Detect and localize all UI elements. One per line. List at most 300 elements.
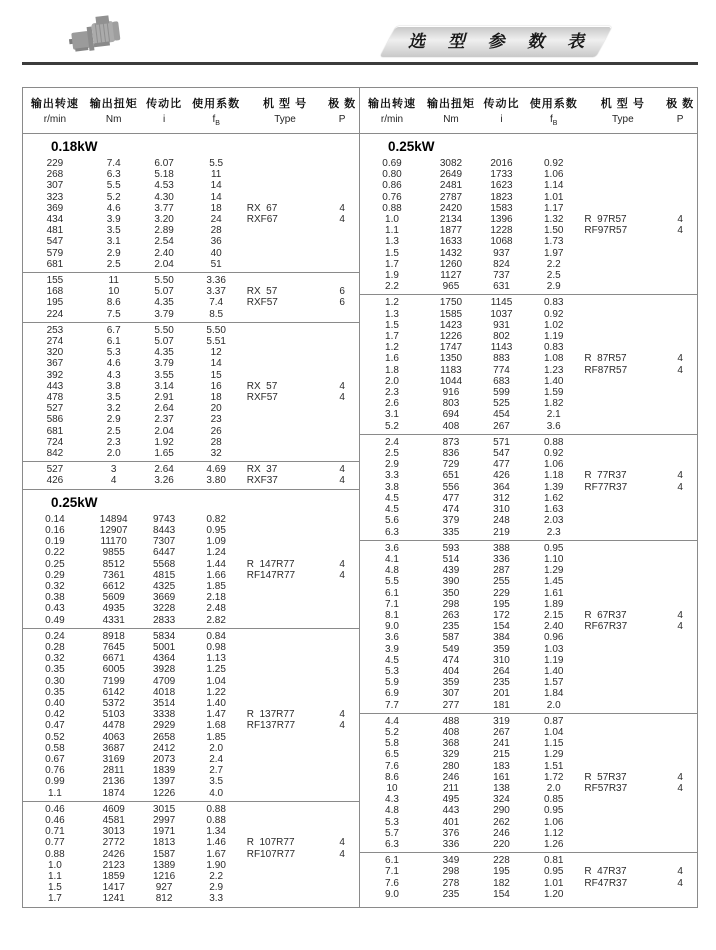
cell-output-torque: 488 — [442, 715, 460, 727]
table-row — [360, 409, 697, 420]
cell-service-factor: 1.20 — [544, 888, 564, 900]
cell-poles — [325, 358, 359, 369]
cell-poles — [325, 653, 359, 664]
cell-service-factor: 2.40 — [544, 621, 564, 633]
cell-type — [582, 331, 663, 342]
cell-output-torque: 2420 — [439, 202, 463, 214]
cell-poles — [325, 664, 359, 675]
cell-service-factor: 2.3 — [546, 526, 561, 538]
table-row — [23, 815, 359, 826]
cell-service-factor: 0.88 — [206, 803, 226, 815]
cell-poles: 4 — [677, 470, 683, 482]
cell-service-factor: 0.92 — [544, 158, 564, 169]
cell-type — [245, 765, 326, 776]
cell-poles — [325, 754, 359, 765]
cell-output-speed: 4.5 — [385, 492, 399, 504]
cell-output-torque: 651 — [442, 470, 460, 482]
cell-output-torque: 280 — [442, 760, 460, 772]
cell-type — [582, 169, 663, 180]
cell-output-speed: 2.6 — [385, 398, 399, 410]
cell-poles: 4 — [339, 848, 345, 860]
cell-service-factor: 1.50 — [544, 225, 564, 237]
cell-output-speed: 5.3 — [385, 816, 399, 828]
table-row — [360, 192, 697, 203]
cell-service-factor: 1.89 — [544, 598, 564, 610]
cell-output-torque: 3.5 — [106, 392, 121, 404]
cell-output-speed: 4.1 — [385, 553, 399, 565]
cell-service-factor: 7.4 — [209, 297, 224, 309]
cell-output-torque: 1633 — [439, 236, 463, 248]
cell-output-speed: 1.5 — [385, 319, 399, 331]
cell-output-torque: 379 — [442, 515, 460, 527]
cell-type — [245, 581, 326, 592]
cell-output-speed: 3.8 — [385, 481, 399, 493]
cell-poles — [663, 387, 697, 398]
table-row — [360, 599, 697, 610]
gear-ratio-block — [23, 802, 359, 907]
cell-poles — [325, 426, 359, 437]
cell-service-factor: 1.57 — [544, 677, 564, 689]
cell-type — [582, 565, 663, 576]
cell-type — [245, 325, 326, 336]
cell-output-speed: 0.24 — [45, 630, 65, 642]
cell-output-speed: 5.8 — [385, 738, 399, 750]
cell-ratio: 2.91 — [154, 392, 174, 404]
cell-service-factor: 2.2 — [546, 258, 561, 270]
cell-output-speed: 367 — [46, 358, 64, 370]
header-poles-zh: 极 数 — [666, 97, 695, 110]
cell-type — [582, 738, 663, 749]
cell-output-speed: 481 — [46, 225, 64, 237]
cell-output-torque: 2.9 — [106, 414, 121, 426]
table-row — [360, 515, 697, 526]
gear-ratio-block — [23, 156, 359, 273]
cell-ratio: 927 — [155, 882, 173, 894]
cell-type — [245, 860, 326, 871]
table-row — [360, 493, 697, 504]
cell-ratio: 2658 — [152, 731, 176, 743]
cell-poles: 4 — [339, 709, 345, 721]
gear-ratio-block — [23, 462, 359, 489]
cell-output-speed: 0.77 — [45, 837, 65, 849]
cell-type — [245, 882, 326, 893]
cell-type — [582, 727, 663, 738]
table-row — [360, 353, 697, 364]
cell-output-speed: 0.71 — [45, 826, 65, 838]
cell-service-factor: 1.39 — [544, 481, 564, 493]
header-ratio-zh: 传动比 — [483, 97, 520, 110]
cell-output-torque: 6005 — [102, 664, 125, 676]
cell-poles — [663, 794, 697, 805]
cell-service-factor: 1.06 — [544, 459, 564, 471]
cell-service-factor: 1.34 — [206, 826, 226, 838]
table-row — [360, 259, 697, 270]
cell-poles — [663, 459, 697, 470]
cell-output-torque: 278 — [442, 877, 460, 889]
cell-output-speed: 1.8 — [385, 364, 399, 376]
cell-output-speed: 0.30 — [45, 675, 65, 687]
cell-poles — [663, 398, 697, 409]
cell-type — [582, 320, 663, 331]
cell-output-speed: 0.32 — [45, 580, 65, 592]
cell-service-factor: 2.0 — [546, 699, 561, 711]
cell-output-torque: 474 — [442, 504, 460, 516]
cell-poles — [663, 320, 697, 331]
header-torque — [87, 95, 141, 127]
cell-service-factor: 0.96 — [544, 632, 564, 644]
cell-ratio: 195 — [493, 598, 510, 610]
cell-output-speed: 527 — [46, 403, 64, 415]
cell-type — [245, 804, 326, 815]
cell-poles — [325, 180, 359, 191]
table-row — [23, 676, 359, 687]
cell-output-torque: 7199 — [102, 675, 125, 687]
table-row — [23, 732, 359, 743]
cell-type: RX 57 — [246, 286, 278, 298]
cell-ratio: 4.35 — [154, 297, 174, 309]
cell-output-torque: 836 — [442, 448, 460, 460]
table-row — [23, 286, 359, 297]
cell-type — [245, 536, 326, 547]
cell-type — [582, 309, 663, 320]
cell-output-speed: 3.6 — [385, 542, 399, 554]
cell-output-torque: 2123 — [102, 859, 125, 871]
table-row — [360, 236, 697, 247]
cell-service-factor: 0.83 — [544, 342, 564, 354]
cell-type — [582, 297, 663, 308]
cell-type — [245, 514, 326, 525]
cell-poles: 4 — [677, 621, 683, 633]
cell-service-factor: 1.09 — [206, 536, 226, 548]
table-row — [23, 248, 359, 259]
table-row — [23, 615, 359, 626]
cell-output-torque: 474 — [442, 654, 460, 666]
cell-poles — [663, 576, 697, 587]
gear-ratio-block — [360, 714, 697, 853]
cell-output-torque: 4063 — [102, 731, 125, 743]
table-row — [360, 482, 697, 493]
table-row — [23, 381, 359, 392]
cell-output-torque: 587 — [442, 632, 460, 644]
cell-output-torque: 335 — [442, 526, 460, 538]
header-ratio-unit: i — [162, 113, 166, 125]
cell-poles — [663, 281, 697, 292]
cell-output-torque: 298 — [442, 866, 460, 878]
cell-type — [582, 192, 663, 203]
cell-output-torque: 4 — [110, 475, 117, 487]
cell-output-speed: 155 — [46, 275, 64, 287]
cell-output-torque: 8.6 — [106, 297, 121, 309]
table-row — [23, 169, 359, 180]
table-row — [23, 837, 359, 848]
cell-ratio: 219 — [493, 526, 510, 538]
cell-output-torque: 3.5 — [106, 225, 121, 237]
cell-output-speed: 0.32 — [45, 653, 65, 665]
cell-output-speed: 0.88 — [382, 202, 402, 214]
cell-poles: 4 — [677, 782, 683, 794]
cell-service-factor: 0.95 — [544, 542, 564, 554]
cell-output-speed: 2.2 — [385, 281, 399, 293]
cell-poles: 4 — [677, 364, 683, 376]
cell-output-speed: 6.3 — [385, 526, 399, 538]
cell-output-speed: 4.5 — [385, 654, 399, 666]
cell-output-torque: 1350 — [439, 353, 463, 365]
cell-service-factor: 1.06 — [544, 816, 564, 828]
table-row — [360, 331, 697, 342]
cell-service-factor: 4.69 — [206, 464, 226, 476]
cell-type — [582, 543, 663, 554]
cell-service-factor: 1.62 — [544, 492, 564, 504]
table-row — [360, 448, 697, 459]
cell-type — [245, 236, 326, 247]
cell-ratio: 161 — [493, 771, 510, 783]
cell-ratio: 2833 — [152, 614, 176, 626]
cell-ratio: 384 — [493, 632, 510, 644]
cell-output-speed: 195 — [46, 297, 64, 309]
cell-poles — [663, 599, 697, 610]
cell-ratio: 1.92 — [154, 436, 174, 448]
cell-poles — [325, 514, 359, 525]
cell-ratio: 1396 — [490, 214, 513, 226]
cell-service-factor: 1.63 — [544, 504, 564, 516]
cell-service-factor: 15 — [210, 369, 222, 381]
cell-type — [582, 180, 663, 191]
cell-service-factor: 1.66 — [206, 569, 226, 581]
table-row — [360, 666, 697, 677]
cell-poles — [325, 860, 359, 871]
gear-ratio-block — [360, 295, 697, 434]
table-row — [360, 437, 697, 448]
cell-type — [245, 788, 326, 799]
table-row — [23, 192, 359, 203]
cell-output-speed: 0.42 — [45, 709, 65, 721]
table-row — [23, 642, 359, 653]
cell-poles: 4 — [677, 771, 683, 783]
cell-ratio: 138 — [493, 782, 510, 794]
cell-ratio: 3338 — [152, 709, 176, 721]
table-row — [23, 788, 359, 799]
cell-poles — [663, 554, 697, 565]
gear-ratio-block — [360, 156, 697, 295]
header-torque-zh: 输出扭矩 — [426, 97, 475, 110]
selection-parameter-table — [22, 87, 698, 908]
cell-type — [582, 448, 663, 459]
cell-poles — [325, 525, 359, 536]
cell-type — [582, 504, 663, 515]
table-row — [23, 180, 359, 191]
cell-type: R 147R77 — [246, 558, 295, 570]
cell-type: RXF57 — [246, 392, 278, 404]
table-row — [23, 358, 359, 369]
cell-type — [245, 871, 326, 882]
cell-output-torque: 336 — [442, 838, 460, 850]
header-ratio — [478, 95, 525, 127]
cell-ratio: 1.65 — [154, 448, 174, 460]
header-torque-zh: 输出扭矩 — [89, 97, 138, 110]
cell-service-factor: 2.5 — [546, 270, 561, 282]
cell-output-torque: 1260 — [439, 258, 463, 270]
table-row — [23, 158, 359, 169]
cell-output-speed: 5.5 — [385, 576, 399, 588]
cell-ratio: 1389 — [152, 859, 176, 871]
header-factor-unit: $f_B$ — [550, 113, 558, 127]
cell-ratio: 1216 — [152, 870, 176, 882]
cell-output-speed: 1.1 — [47, 870, 62, 882]
cell-output-speed: 4.8 — [385, 565, 399, 577]
cell-ratio: 319 — [493, 715, 510, 727]
cell-output-torque: 1585 — [439, 308, 463, 320]
cell-output-torque: 916 — [442, 387, 460, 399]
cell-output-speed: 10 — [386, 782, 398, 794]
cell-output-speed: 307 — [46, 180, 64, 192]
table-row — [360, 169, 697, 180]
cell-type: R 47R37 — [584, 866, 627, 878]
cell-output-torque: 2134 — [439, 214, 463, 226]
cell-service-factor: 3.37 — [206, 286, 226, 298]
table-row — [360, 320, 697, 331]
table-row — [23, 426, 359, 437]
header-speed — [23, 95, 87, 127]
cell-output-speed: 5.9 — [385, 677, 399, 689]
cell-output-torque: 3.8 — [106, 380, 121, 392]
cell-poles — [325, 826, 359, 837]
cell-ratio: 2.37 — [154, 414, 174, 426]
table-row — [23, 370, 359, 381]
cell-output-speed: 8.6 — [385, 771, 399, 783]
cell-output-speed: 2.9 — [385, 459, 399, 471]
page-title: 选 型 参 数 表 — [408, 32, 593, 51]
cell-poles — [325, 347, 359, 358]
table-row — [23, 514, 359, 525]
cell-output-speed: 6.1 — [385, 587, 399, 599]
cell-type — [245, 698, 326, 709]
cell-output-torque: 3.2 — [106, 403, 121, 415]
cell-ratio: 2.04 — [154, 258, 174, 270]
header-torque-unit: Nm — [443, 113, 459, 125]
cell-output-speed: 478 — [46, 392, 64, 404]
cell-output-speed: 168 — [46, 286, 64, 298]
cell-poles — [325, 581, 359, 592]
cell-output-torque: 277 — [442, 699, 460, 711]
cell-output-torque: 1750 — [439, 297, 463, 309]
cell-output-torque: 1183 — [440, 364, 462, 376]
cell-ratio: 2.64 — [154, 464, 174, 476]
cell-poles — [663, 588, 697, 599]
gear-ratio-block — [23, 512, 359, 629]
cell-poles — [663, 376, 697, 387]
cell-output-speed: 527 — [46, 464, 64, 476]
cell-poles — [663, 749, 697, 760]
cell-service-factor: 2.2 — [209, 870, 224, 882]
cell-output-speed: 0.67 — [45, 753, 65, 765]
table-row — [23, 336, 359, 347]
table-row — [23, 826, 359, 837]
cell-service-factor: 1.84 — [544, 688, 564, 700]
cell-type — [245, 642, 326, 653]
cell-output-torque: 5103 — [102, 709, 125, 721]
cell-output-speed: 3.1 — [385, 409, 399, 421]
cell-service-factor: 4.0 — [209, 787, 224, 799]
cell-output-speed: 0.19 — [45, 536, 65, 548]
cell-output-speed: 224 — [46, 308, 64, 320]
cell-poles — [663, 688, 697, 699]
cell-type — [245, 732, 326, 743]
cell-service-factor: 0.82 — [206, 513, 226, 525]
cell-output-torque: 359 — [442, 677, 460, 689]
cell-ratio: 5834 — [152, 630, 176, 642]
cell-output-torque: 5609 — [102, 592, 125, 604]
header-ratio — [141, 95, 188, 127]
cell-service-factor: 1.40 — [206, 697, 226, 709]
section-power-label: 0.25kW — [388, 139, 435, 154]
cell-poles — [325, 776, 359, 787]
cell-output-speed: 1.2 — [385, 342, 399, 354]
cell-service-factor: 14 — [210, 358, 222, 370]
table-row — [360, 716, 697, 727]
cell-output-speed: 1.0 — [385, 214, 399, 226]
cell-type — [245, 615, 326, 626]
cell-service-factor: 1.02 — [544, 319, 564, 331]
cell-output-speed: 3.9 — [385, 643, 399, 655]
cell-type — [582, 588, 663, 599]
cell-ratio: 183 — [493, 760, 510, 772]
cell-type — [245, 547, 326, 558]
cell-service-factor: 1.47 — [206, 709, 226, 721]
cell-ratio: 4018 — [152, 686, 176, 698]
cell-output-speed: 579 — [46, 247, 64, 259]
cell-type — [582, 515, 663, 526]
cell-output-torque: 368 — [442, 738, 460, 750]
cell-ratio: 2997 — [152, 814, 176, 826]
cell-type — [245, 776, 326, 787]
header-torque — [424, 95, 478, 127]
cell-output-torque: 1747 — [439, 342, 463, 354]
cell-ratio: 2.04 — [154, 425, 174, 437]
cell-type: RF47R37 — [584, 877, 628, 889]
cell-service-factor: 0.95 — [544, 805, 564, 817]
cell-output-speed: 0.49 — [45, 614, 65, 626]
cell-output-torque: 3013 — [102, 826, 125, 838]
cell-ratio: 1733 — [490, 169, 513, 181]
cell-service-factor: 1.04 — [544, 726, 564, 738]
cell-service-factor: 1.06 — [544, 169, 564, 181]
table-row — [23, 860, 359, 871]
cell-ratio: 287 — [493, 565, 510, 577]
header-factor-zh: 使用系数 — [192, 97, 241, 110]
cell-type: RF137R77 — [246, 720, 296, 732]
cell-poles — [325, 403, 359, 414]
table-row — [360, 543, 697, 554]
cell-output-speed: 6.9 — [385, 688, 399, 700]
table-row — [360, 700, 697, 711]
table-row — [360, 761, 697, 772]
cell-output-speed: 0.47 — [45, 720, 65, 732]
table-row — [360, 783, 697, 794]
cell-output-speed: 842 — [46, 448, 64, 460]
gear-ratio-block — [360, 853, 697, 902]
table-row — [23, 403, 359, 414]
cell-poles — [663, 203, 697, 214]
cell-output-torque: 1423 — [439, 319, 463, 331]
cell-type — [245, 370, 326, 381]
cell-service-factor: 1.19 — [544, 654, 564, 666]
cell-output-speed: 5.2 — [385, 420, 399, 432]
cell-output-torque: 2.3 — [106, 436, 121, 448]
cell-ratio: 181 — [493, 699, 510, 711]
cell-poles — [325, 448, 359, 459]
cell-output-torque: 514 — [442, 553, 460, 565]
cell-type: RF57R37 — [584, 782, 628, 794]
